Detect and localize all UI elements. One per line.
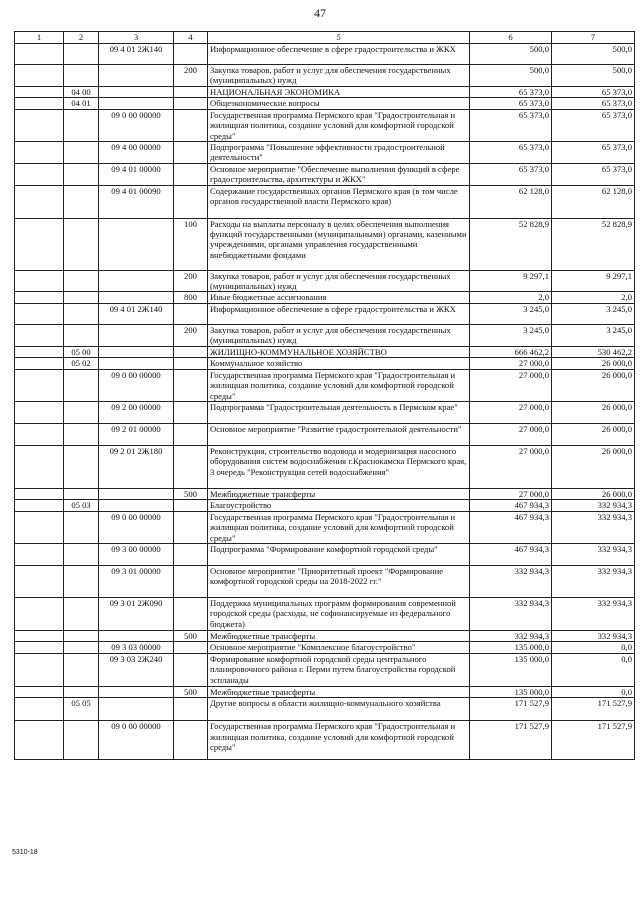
table-row (15, 270, 635, 292)
amount-col6: 332 934,3 (470, 630, 552, 641)
section-code (64, 65, 99, 87)
page-number: 47 (314, 6, 326, 20)
section-code (64, 369, 99, 401)
blank-cell (15, 488, 64, 499)
expense-type-code: 500 (174, 630, 208, 641)
target-article-code (99, 98, 174, 109)
amount-col7: 171 527,9 (552, 721, 635, 760)
target-article-code: 09 0 00 00000 (99, 721, 174, 760)
column-header: 4 (174, 32, 208, 44)
amount-col6: 500,0 (470, 65, 552, 87)
table-row (15, 642, 635, 653)
section-code: 04 01 (64, 98, 99, 109)
section-code (64, 511, 99, 543)
amount-col6: 3 245,0 (470, 324, 552, 346)
section-code (64, 324, 99, 346)
amount-col7: 9 297,1 (552, 270, 635, 292)
table-row (15, 369, 635, 401)
amount-col7: 332 934,3 (552, 543, 635, 565)
column-header: 7 (552, 32, 635, 44)
item-name: Государственная программа Пермского края "Градостроительная и жилищная политика, создание условий для комфортной городской среды" (208, 369, 470, 401)
expense-type-code (174, 653, 208, 686)
table-row (15, 358, 635, 369)
expense-type-code: 200 (174, 324, 208, 346)
table-row (15, 87, 635, 98)
blank-cell (15, 565, 64, 597)
amount-col7: 26 000,0 (552, 358, 635, 369)
section-code (64, 721, 99, 760)
item-name: Межбюджетные трансферты (208, 488, 470, 499)
amount-col6: 171 527,9 (470, 698, 552, 721)
table-row (15, 500, 635, 511)
table-row (15, 401, 635, 423)
amount-col6: 332 934,3 (470, 565, 552, 597)
blank-cell (15, 270, 64, 292)
item-name: Иные бюджетные ассигнования (208, 292, 470, 303)
target-article-code: 09 4 01 2Ж140 (99, 303, 174, 324)
item-name: Закупка товаров, работ и услуг для обеспечения государственных (муниципальных) нужд (208, 324, 470, 346)
column-header: 5 (208, 32, 470, 44)
blank-cell (15, 721, 64, 760)
blank-cell (15, 698, 64, 721)
amount-col6: 2,0 (470, 292, 552, 303)
expense-type-code (174, 721, 208, 760)
target-article-code: 09 4 00 00000 (99, 142, 174, 164)
table-row (15, 163, 635, 185)
amount-col6: 65 373,0 (470, 109, 552, 141)
target-article-code (99, 65, 174, 87)
section-code (64, 292, 99, 303)
amount-col7: 52 828,9 (552, 218, 635, 270)
blank-cell (15, 346, 64, 357)
amount-col7: 0,0 (552, 642, 635, 653)
blank-cell (15, 543, 64, 565)
blank-cell (15, 324, 64, 346)
blank-cell (15, 630, 64, 641)
target-article-code (99, 346, 174, 357)
expense-type-code (174, 597, 208, 630)
blank-cell (15, 292, 64, 303)
target-article-code: 09 2 01 00000 (99, 423, 174, 445)
section-code (64, 488, 99, 499)
expense-type-code: 500 (174, 488, 208, 499)
target-article-code (99, 218, 174, 270)
amount-col7: 0,0 (552, 686, 635, 697)
section-code (64, 218, 99, 270)
item-name: Благоустройство (208, 500, 470, 511)
amount-col7: 332 934,3 (552, 630, 635, 641)
item-name: Основное мероприятие "Обеспечение выполнения функций в сфере градостроительства, архитектуры и ЖКХ" (208, 163, 470, 185)
item-name: Информационное обеспечение в сфере градостроительства и ЖКХ (208, 303, 470, 324)
expense-type-code (174, 565, 208, 597)
amount-col7: 65 373,0 (552, 163, 635, 185)
blank-cell (15, 109, 64, 141)
blank-cell (15, 98, 64, 109)
section-code (64, 163, 99, 185)
expense-type-code (174, 87, 208, 98)
amount-col6: 65 373,0 (470, 142, 552, 164)
table-row (15, 597, 635, 630)
item-name: Государственная программа Пермского края "Градостроительная и жилищная политика, создание условий для комфортной городской среды" (208, 511, 470, 543)
expense-type-code (174, 500, 208, 511)
item-name: Коммунальное хозяйство (208, 358, 470, 369)
table-row (15, 65, 635, 87)
amount-col7: 65 373,0 (552, 98, 635, 109)
item-name: Подпрограмма "Градостроительная деятельность в Пермском крае" (208, 401, 470, 423)
amount-col6: 65 373,0 (470, 163, 552, 185)
amount-col7: 3 245,0 (552, 303, 635, 324)
table-row (15, 44, 635, 65)
expense-type-code: 200 (174, 65, 208, 87)
amount-col7: 0,0 (552, 653, 635, 686)
amount-col7: 171 527,9 (552, 698, 635, 721)
expense-type-code (174, 109, 208, 141)
section-code (64, 686, 99, 697)
target-article-code (99, 488, 174, 499)
item-name: Формирование комфортной городской среды центрального планировочного района г. Перми путем благоустройства городской эспланады (208, 653, 470, 686)
amount-col6: 467 934,3 (470, 500, 552, 511)
target-article-code: 09 3 03 00000 (99, 642, 174, 653)
amount-col7: 26 000,0 (552, 423, 635, 445)
target-article-code (99, 324, 174, 346)
target-article-code: 09 2 01 2Ж180 (99, 445, 174, 488)
table-row (15, 511, 635, 543)
amount-col7: 65 373,0 (552, 142, 635, 164)
target-article-code: 09 4 01 00090 (99, 185, 174, 218)
target-article-code (99, 630, 174, 641)
section-code: 04 00 (64, 87, 99, 98)
target-article-code (99, 292, 174, 303)
expense-type-code (174, 423, 208, 445)
target-article-code: 09 0 00 00000 (99, 369, 174, 401)
amount-col7: 65 373,0 (552, 87, 635, 98)
amount-col6: 27 000,0 (470, 369, 552, 401)
section-code (64, 270, 99, 292)
amount-col6: 27 000,0 (470, 358, 552, 369)
expense-type-code: 800 (174, 292, 208, 303)
amount-col7: 332 934,3 (552, 565, 635, 597)
table-row (15, 565, 635, 597)
item-name: Закупка товаров, работ и услуг для обеспечения государственных (муниципальных) нужд (208, 270, 470, 292)
amount-col7: 26 000,0 (552, 401, 635, 423)
target-article-code: 09 0 00 00000 (99, 511, 174, 543)
item-name: Подпрограмма "Повышение эффективности градостроительной деятельности" (208, 142, 470, 164)
blank-cell (15, 87, 64, 98)
table-row (15, 98, 635, 109)
blank-cell (15, 218, 64, 270)
target-article-code (99, 686, 174, 697)
item-name: Межбюджетные трансферты (208, 630, 470, 641)
section-code: 05 02 (64, 358, 99, 369)
target-article-code: 09 4 01 00000 (99, 163, 174, 185)
amount-col6: 171 527,9 (470, 721, 552, 760)
expense-type-code (174, 346, 208, 357)
section-code (64, 303, 99, 324)
target-article-code: 09 3 01 2Ж090 (99, 597, 174, 630)
section-code (64, 630, 99, 641)
table-row (15, 142, 635, 164)
expense-type-code (174, 358, 208, 369)
expense-type-code (174, 44, 208, 65)
blank-cell (15, 597, 64, 630)
table-row (15, 423, 635, 445)
section-code (64, 401, 99, 423)
amount-col7: 530 462,2 (552, 346, 635, 357)
target-article-code: 09 3 03 2Ж240 (99, 653, 174, 686)
expense-type-code (174, 511, 208, 543)
amount-col7: 3 245,0 (552, 324, 635, 346)
section-code (64, 423, 99, 445)
amount-col7: 26 000,0 (552, 445, 635, 488)
expense-type-code (174, 642, 208, 653)
expense-type-code: 100 (174, 218, 208, 270)
expense-type-code: 200 (174, 270, 208, 292)
table-row (15, 543, 635, 565)
expense-type-code: 500 (174, 686, 208, 697)
amount-col6: 52 828,9 (470, 218, 552, 270)
amount-col6: 135 000,0 (470, 653, 552, 686)
amount-col7: 26 000,0 (552, 488, 635, 499)
amount-col7: 2,0 (552, 292, 635, 303)
item-name: Подпрограмма "Формирование комфортной городской среды" (208, 543, 470, 565)
amount-col7: 332 934,3 (552, 511, 635, 543)
section-code (64, 44, 99, 65)
section-code (64, 653, 99, 686)
section-code (64, 445, 99, 488)
amount-col7: 62 128,0 (552, 185, 635, 218)
section-code (64, 642, 99, 653)
table-row (15, 721, 635, 760)
amount-col6: 27 000,0 (470, 488, 552, 499)
item-name: Государственная программа Пермского края "Градостроительная и жилищная политика, создание условий для комфортной городской среды" (208, 721, 470, 760)
table-row (15, 346, 635, 357)
blank-cell (15, 358, 64, 369)
amount-col6: 135 000,0 (470, 642, 552, 653)
item-name: НАЦИОНАЛЬНАЯ ЭКОНОМИКА (208, 87, 470, 98)
item-name: Закупка товаров, работ и услуг для обеспечения государственных (муниципальных) нужд (208, 65, 470, 87)
amount-col6: 27 000,0 (470, 445, 552, 488)
amount-col6: 65 373,0 (470, 98, 552, 109)
table-row (15, 324, 635, 346)
table-row (15, 109, 635, 141)
blank-cell (15, 142, 64, 164)
target-article-code: 09 4 01 2Ж140 (99, 44, 174, 65)
blank-cell (15, 65, 64, 87)
amount-col7: 500,0 (552, 44, 635, 65)
item-name: Информационное обеспечение в сфере градостроительства и ЖКХ (208, 44, 470, 65)
target-article-code: 09 0 00 00000 (99, 109, 174, 141)
section-code (64, 185, 99, 218)
blank-cell (15, 653, 64, 686)
budget-table (14, 31, 635, 760)
expense-type-code (174, 369, 208, 401)
expense-type-code (174, 163, 208, 185)
table-row (15, 185, 635, 218)
footer-code: 5310-18 (12, 849, 38, 856)
item-name: Расходы на выплаты персоналу в целях обеспечения выполнения функций государственными (муниципальными) органами, казенными учреждениями, органами управления государственными внебюджетными фондами (208, 218, 470, 270)
target-article-code (99, 87, 174, 98)
blank-cell (15, 686, 64, 697)
table-row (15, 653, 635, 686)
amount-col6: 467 934,3 (470, 511, 552, 543)
column-header: 3 (99, 32, 174, 44)
amount-col7: 26 000,0 (552, 369, 635, 401)
blank-cell (15, 642, 64, 653)
item-name: Основное мероприятие "Развитие градостроительной деятельности" (208, 423, 470, 445)
amount-col6: 3 245,0 (470, 303, 552, 324)
amount-col6: 500,0 (470, 44, 552, 65)
target-article-code (99, 698, 174, 721)
expense-type-code (174, 698, 208, 721)
section-code: 05 03 (64, 500, 99, 511)
amount-col6: 332 934,3 (470, 597, 552, 630)
section-code (64, 142, 99, 164)
blank-cell (15, 44, 64, 65)
section-code: 05 05 (64, 698, 99, 721)
blank-cell (15, 401, 64, 423)
blank-cell (15, 303, 64, 324)
item-name: Содержание государственных органов Пермского края (в том числе органов государственной власти Пермского края) (208, 185, 470, 218)
amount-col6: 65 373,0 (470, 87, 552, 98)
table-row (15, 488, 635, 499)
column-header: 1 (15, 32, 64, 44)
target-article-code: 09 3 01 00000 (99, 565, 174, 597)
blank-cell (15, 369, 64, 401)
blank-cell (15, 163, 64, 185)
section-code (64, 543, 99, 565)
blank-cell (15, 185, 64, 218)
target-article-code (99, 500, 174, 511)
expense-type-code (174, 401, 208, 423)
amount-col7: 332 934,3 (552, 500, 635, 511)
amount-col6: 27 000,0 (470, 401, 552, 423)
expense-type-code (174, 98, 208, 109)
section-code (64, 565, 99, 597)
amount-col6: 62 128,0 (470, 185, 552, 218)
amount-col6: 467 934,3 (470, 543, 552, 565)
expense-type-code (174, 543, 208, 565)
item-name: Общеэкономические вопросы (208, 98, 470, 109)
expense-type-code (174, 445, 208, 488)
expense-type-code (174, 142, 208, 164)
section-code (64, 109, 99, 141)
item-name: Реконструкция, строительство водовода и модернизация насосного оборудования систем водоснабжения г.Краснокамска Пермского края, 3 очередь "Реконструкция сетей водоснабжения" (208, 445, 470, 488)
table-row (15, 303, 635, 324)
section-code: 05 00 (64, 346, 99, 357)
amount-col6: 666 462,2 (470, 346, 552, 357)
amount-col7: 332 934,3 (552, 597, 635, 630)
table-row (15, 445, 635, 488)
expense-type-code (174, 303, 208, 324)
table-row (15, 630, 635, 641)
blank-cell (15, 511, 64, 543)
blank-cell (15, 500, 64, 511)
column-header: 6 (470, 32, 552, 44)
table-row (15, 292, 635, 303)
item-name: ЖИЛИЩНО-КОММУНАЛЬНОЕ ХОЗЯЙСТВО (208, 346, 470, 357)
table-row (15, 218, 635, 270)
column-header: 2 (64, 32, 99, 44)
amount-col7: 65 373,0 (552, 109, 635, 141)
item-name: Межбюджетные трансферты (208, 686, 470, 697)
blank-cell (15, 445, 64, 488)
amount-col6: 9 297,1 (470, 270, 552, 292)
header-row (15, 32, 635, 44)
amount-col6: 135 000,0 (470, 686, 552, 697)
target-article-code: 09 2 00 00000 (99, 401, 174, 423)
item-name: Другие вопросы в области жилищно-коммунального хозяйства (208, 698, 470, 721)
amount-col7: 500,0 (552, 65, 635, 87)
item-name: Основное мероприятие "Комплексное благоустройство" (208, 642, 470, 653)
table-row (15, 686, 635, 697)
section-code (64, 597, 99, 630)
blank-cell (15, 423, 64, 445)
amount-col6: 27 000,0 (470, 423, 552, 445)
item-name: Основное мероприятие "Приоритетный проект "Формирование комфортной городской среды на 2018-2022 гг." (208, 565, 470, 597)
table-row (15, 698, 635, 721)
item-name: Государственная программа Пермского края "Градостроительная и жилищная политика, создание условий для комфортной городской среды" (208, 109, 470, 141)
target-article-code (99, 270, 174, 292)
item-name: Поддержка муниципальных программ формирования современной городской среды (расходы, не софинансируемые из федерального бюджета) (208, 597, 470, 630)
target-article-code (99, 358, 174, 369)
target-article-code: 09 3 00 00000 (99, 543, 174, 565)
expense-type-code (174, 185, 208, 218)
